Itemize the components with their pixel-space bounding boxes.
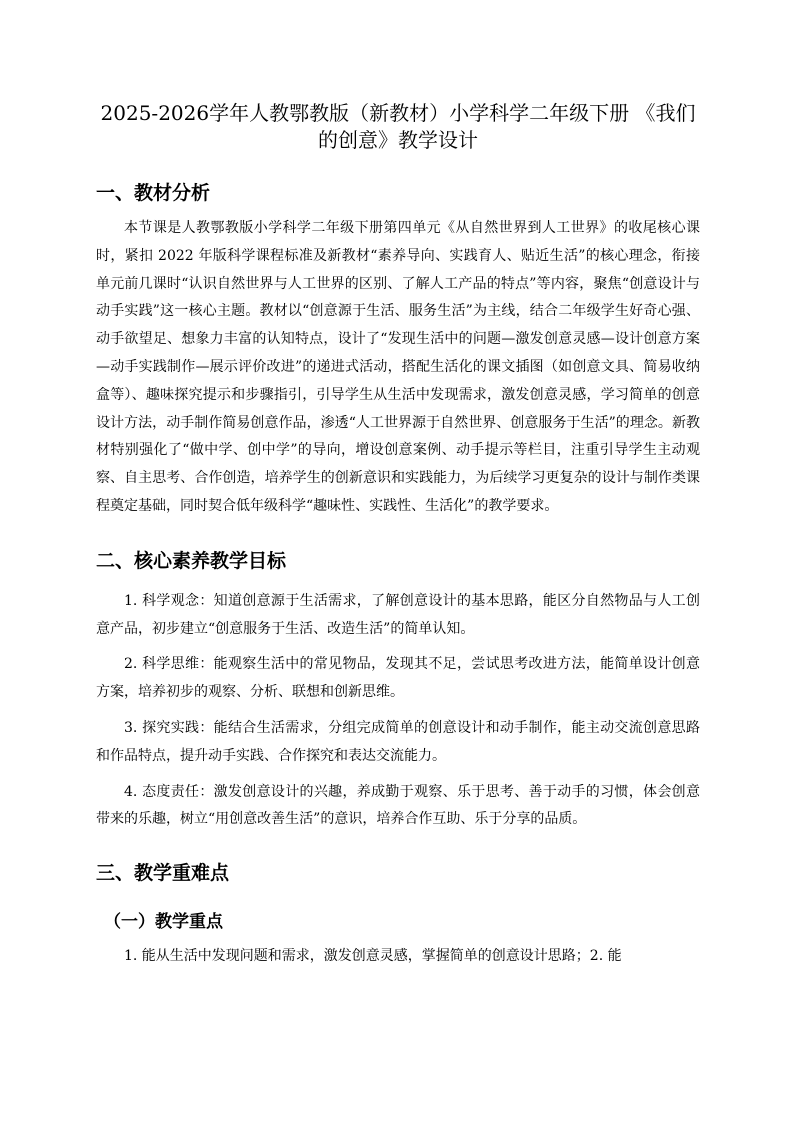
objective-item: 3. 探究实践：能结合生活需求，分组完成简单的创意设计和动手制作，能主动交流创意思路和作品特点，提升动手实践、合作探究和表达交流能力。 [96, 719, 700, 764]
objective-item: 4. 态度责任：激发创意设计的兴趣，养成勤于观察、乐于思考、善于动手的习惯，体会创意带来的乐趣，树立“用创意改善生活”的意识，培养合作互助、乐于分享的品质。 [96, 783, 700, 828]
key-points-paragraph: 1. 能从生活中发现问题和需求，激发创意灵感，掌握简单的创意设计思路；2. 能 [124, 948, 622, 965]
objective-item: 1. 科学观念：知道创意源于生活需求，了解创意设计的基本思路，能区分自然物品与人工创意产品，初步建立“创意服务于生活、改造生活”的简单认知。 [96, 592, 700, 637]
section-heading-textbook-analysis: 一、教材分析 [96, 182, 211, 204]
section-heading-objectives: 二、核心素养教学目标 [96, 549, 287, 572]
document-page [96, 100, 700, 971]
textbook-analysis-paragraph: 本节课是人教鄂教版小学科学二年级下册第四单元《从自然世界到人工世界》的收尾核心课时，紧扣 2022 年版科学课程标准及新教材“素养导向、实践育人、贴近生活”的核心理念，衔接单元前几课时“认识自然世界与人工世界的区别、了解人工产品的特点”等内容，聚焦“创意设计与动手实践”这一核心主题。教材以“创意源于生活、服务生活”为主线，结合二年级学生好奇心强、动手欲望足、想象力丰富的认知特点，设计了“发现生活中的问题—激发创意灵感—设计创意方案—动手实践制作—展示评价改进”的递进式活动，搭配生活化的课文插图（如创意文具、简易收纳盒等）、趣味探究提示和步骤指引，引导学生从生活中发现需求，激发创意灵感，学习简单的创意设计方法，动手制作简易创意作品，渗透“人工世界源于自然世界、创意服务于生活”的理念。新教材特别强化了“做中学、创中学”的导向，增设创意案例、动手提示等栏目，注重引导学生主动观察、自主思考、合作创造，培养学生的创新意识和实践能力，为后续学习更复杂的设计与制作类课程奠定基础，同时契合低年级科学“趣味性、实践性、生活化”的教学要求。 [96, 220, 700, 514]
document-title: 2025-2026学年人教鄂教版（新教材）小学科学二年级下册 《我们的创意》教学设计 [100, 101, 696, 152]
objective-item: 2. 科学思维：能观察生活中的常见物品，发现其不足，尝试思考改进方法，能简单设计创意方案，培养初步的观察、分析、联想和创新思维。 [96, 656, 700, 701]
subsection-heading-key-points: （一）教学重点 [104, 912, 223, 933]
section-heading-key-difficulties: 三、教学重难点 [96, 862, 230, 885]
